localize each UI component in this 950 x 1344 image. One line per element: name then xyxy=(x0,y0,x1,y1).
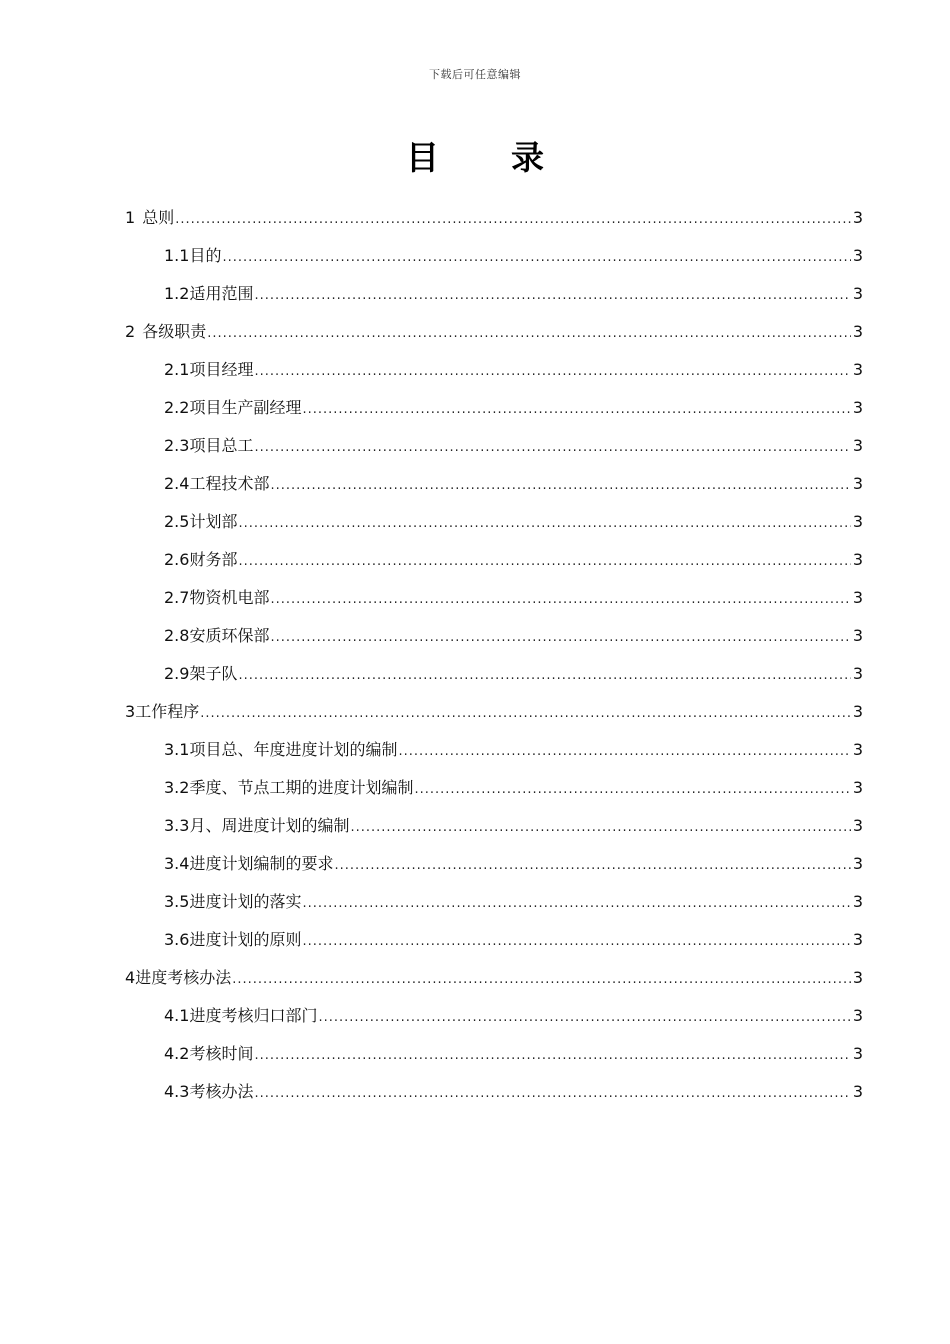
toc-entry-number: 3.4 xyxy=(164,854,190,873)
toc-entry-page-number: 3 xyxy=(852,1082,863,1101)
toc-entry[interactable] xyxy=(125,1035,863,1073)
toc-entry-number: 3 xyxy=(125,702,136,721)
toc-entry-title: 物资机电部 xyxy=(189,588,270,607)
toc-entry-page-number: 3 xyxy=(852,398,863,417)
toc-entry-page-number: 3 xyxy=(852,360,863,379)
toc-entry-page-number: 3 xyxy=(852,436,863,455)
toc-entry[interactable] xyxy=(125,1073,863,1111)
toc-dot-leader xyxy=(302,897,850,921)
toc-entry-title: 项目总工 xyxy=(189,436,254,455)
toc-entry-number: 2.2 xyxy=(164,398,190,417)
toc-entry-number: 3.6 xyxy=(164,930,190,949)
toc-entry-title: 进度考核归口部门 xyxy=(189,1006,318,1025)
header-note: 下载后可任意编辑 xyxy=(429,68,521,81)
toc-entry-page-number: 3 xyxy=(852,968,863,987)
toc-entry[interactable] xyxy=(125,883,863,921)
toc-entry-number: 2.9 xyxy=(164,664,190,683)
toc-entry[interactable] xyxy=(125,503,863,541)
toc-entry-page-number: 3 xyxy=(852,892,863,911)
toc-entry-number: 2.5 xyxy=(164,512,190,531)
toc-entry-page-number: 3 xyxy=(852,1006,863,1025)
toc-entry-number: 4 xyxy=(125,968,136,987)
toc-entry-page-number: 3 xyxy=(852,550,863,569)
toc-entry-number: 2.3 xyxy=(164,436,190,455)
toc-entry[interactable] xyxy=(125,921,863,959)
toc-entry-number: 4.1 xyxy=(164,1006,190,1025)
toc-entry[interactable] xyxy=(125,807,863,845)
toc-dot-leader xyxy=(254,1087,850,1111)
toc-entry-number: 2.6 xyxy=(164,550,190,569)
toc-entry-number: 2.7 xyxy=(164,588,190,607)
toc-title xyxy=(0,132,950,179)
toc-entry-page-number: 3 xyxy=(852,702,863,721)
toc-dot-leader xyxy=(270,593,850,617)
toc-dot-leader xyxy=(238,517,850,541)
toc-entry-page-number: 3 xyxy=(852,284,863,303)
toc-entry-number: 3.2 xyxy=(164,778,190,797)
toc-entry-title: 工作程序 xyxy=(135,702,200,721)
toc-entry-title: 季度、节点工期的进度计划编制 xyxy=(189,778,414,797)
toc-entry-number: 3.5 xyxy=(164,892,190,911)
toc-dot-leader xyxy=(232,973,851,997)
toc-dot-leader xyxy=(175,213,851,237)
toc-entry-number: 4.2 xyxy=(164,1044,190,1063)
toc-entry-number: 2 xyxy=(125,322,136,341)
toc-entry[interactable] xyxy=(125,693,863,731)
toc-title-right: 录 xyxy=(511,138,544,177)
toc-dot-leader xyxy=(334,859,850,883)
toc-entry-title: 总则 xyxy=(142,208,175,227)
toc-entry-page-number: 3 xyxy=(852,512,863,531)
toc-dot-leader xyxy=(238,555,850,579)
toc-dot-leader xyxy=(222,251,850,275)
toc-entry-title: 安质环保部 xyxy=(189,626,270,645)
toc-entry-number: 3.1 xyxy=(164,740,190,759)
toc-dot-leader xyxy=(398,745,850,769)
toc-entry-number: 1 xyxy=(125,208,136,227)
toc-entry-page-number: 3 xyxy=(852,778,863,797)
toc-dot-leader xyxy=(254,365,850,389)
toc-entry[interactable] xyxy=(125,541,863,579)
toc-entry[interactable] xyxy=(125,351,863,389)
toc-dot-leader xyxy=(254,1049,850,1073)
toc-entry[interactable] xyxy=(125,845,863,883)
toc-entry-page-number: 3 xyxy=(852,626,863,645)
toc-entry-title: 进度考核办法 xyxy=(135,968,232,987)
toc-entry[interactable] xyxy=(125,199,863,237)
toc-entry-title: 进度计划编制的要求 xyxy=(189,854,334,873)
toc-entry[interactable] xyxy=(125,959,863,997)
toc-entry[interactable] xyxy=(125,427,863,465)
toc-entry-title: 各级职责 xyxy=(142,322,207,341)
toc-entry-number: 1.2 xyxy=(164,284,190,303)
toc-entry-title: 目的 xyxy=(189,246,222,265)
toc-dot-leader xyxy=(207,327,851,351)
toc-entry-title: 财务部 xyxy=(189,550,238,569)
toc-entry-number: 4.3 xyxy=(164,1082,190,1101)
toc-entry-page-number: 3 xyxy=(852,246,863,265)
toc-entry-number: 2.4 xyxy=(164,474,190,493)
toc-entry-title: 计划部 xyxy=(189,512,238,531)
toc-entry[interactable] xyxy=(125,313,863,351)
toc-entry[interactable] xyxy=(125,769,863,807)
toc-entry-page-number: 3 xyxy=(852,854,863,873)
toc-entry[interactable] xyxy=(125,389,863,427)
toc-entry-number: 2.8 xyxy=(164,626,190,645)
toc-entry-title: 适用范围 xyxy=(189,284,254,303)
toc-entry-number: 3.3 xyxy=(164,816,190,835)
toc-dot-leader xyxy=(254,289,850,313)
toc-entry-page-number: 3 xyxy=(852,930,863,949)
toc-entry-title: 项目总、年度进度计划的编制 xyxy=(189,740,398,759)
toc-entry-title: 工程技术部 xyxy=(189,474,270,493)
toc-entry-page-number: 3 xyxy=(852,816,863,835)
toc-dot-leader xyxy=(302,935,850,959)
toc-dot-leader xyxy=(254,441,850,465)
toc-entry-title: 进度计划的落实 xyxy=(189,892,302,911)
toc-entry[interactable] xyxy=(125,465,863,503)
toc-dot-leader xyxy=(350,821,850,845)
toc-entry-page-number: 3 xyxy=(852,322,863,341)
toc-list xyxy=(125,199,863,1111)
toc-dot-leader xyxy=(200,707,851,731)
toc-entry-title: 架子队 xyxy=(189,664,238,683)
toc-entry-page-number: 3 xyxy=(852,664,863,683)
toc-dot-leader xyxy=(414,783,850,807)
toc-entry-page-number: 3 xyxy=(852,1044,863,1063)
toc-entry-title: 进度计划的原则 xyxy=(189,930,302,949)
toc-entry[interactable] xyxy=(125,617,863,655)
toc-dot-leader xyxy=(318,1011,850,1035)
toc-title-left: 目 xyxy=(406,138,439,177)
toc-entry-page-number: 3 xyxy=(852,208,863,227)
toc-entry-title: 项目经理 xyxy=(189,360,254,379)
toc-dot-leader xyxy=(270,631,850,655)
toc-entry[interactable] xyxy=(125,997,863,1035)
toc-dot-leader xyxy=(302,403,850,427)
toc-entry-title: 考核办法 xyxy=(189,1082,254,1101)
toc-entry-page-number: 3 xyxy=(852,588,863,607)
toc-entry-title: 考核时间 xyxy=(189,1044,254,1063)
toc-entry-number: 2.1 xyxy=(164,360,190,379)
toc-entry-number: 1.1 xyxy=(164,246,190,265)
toc-entry[interactable] xyxy=(125,275,863,313)
toc-entry[interactable] xyxy=(125,237,863,275)
toc-entry-title: 项目生产副经理 xyxy=(189,398,302,417)
toc-entry-page-number: 3 xyxy=(852,740,863,759)
toc-entry[interactable] xyxy=(125,655,863,693)
toc-entry-title: 月、周进度计划的编制 xyxy=(189,816,350,835)
toc-dot-leader xyxy=(270,479,850,503)
toc-entry[interactable] xyxy=(125,731,863,769)
toc-dot-leader xyxy=(238,669,850,693)
toc-entry[interactable] xyxy=(125,579,863,617)
toc-entry-page-number: 3 xyxy=(852,474,863,493)
